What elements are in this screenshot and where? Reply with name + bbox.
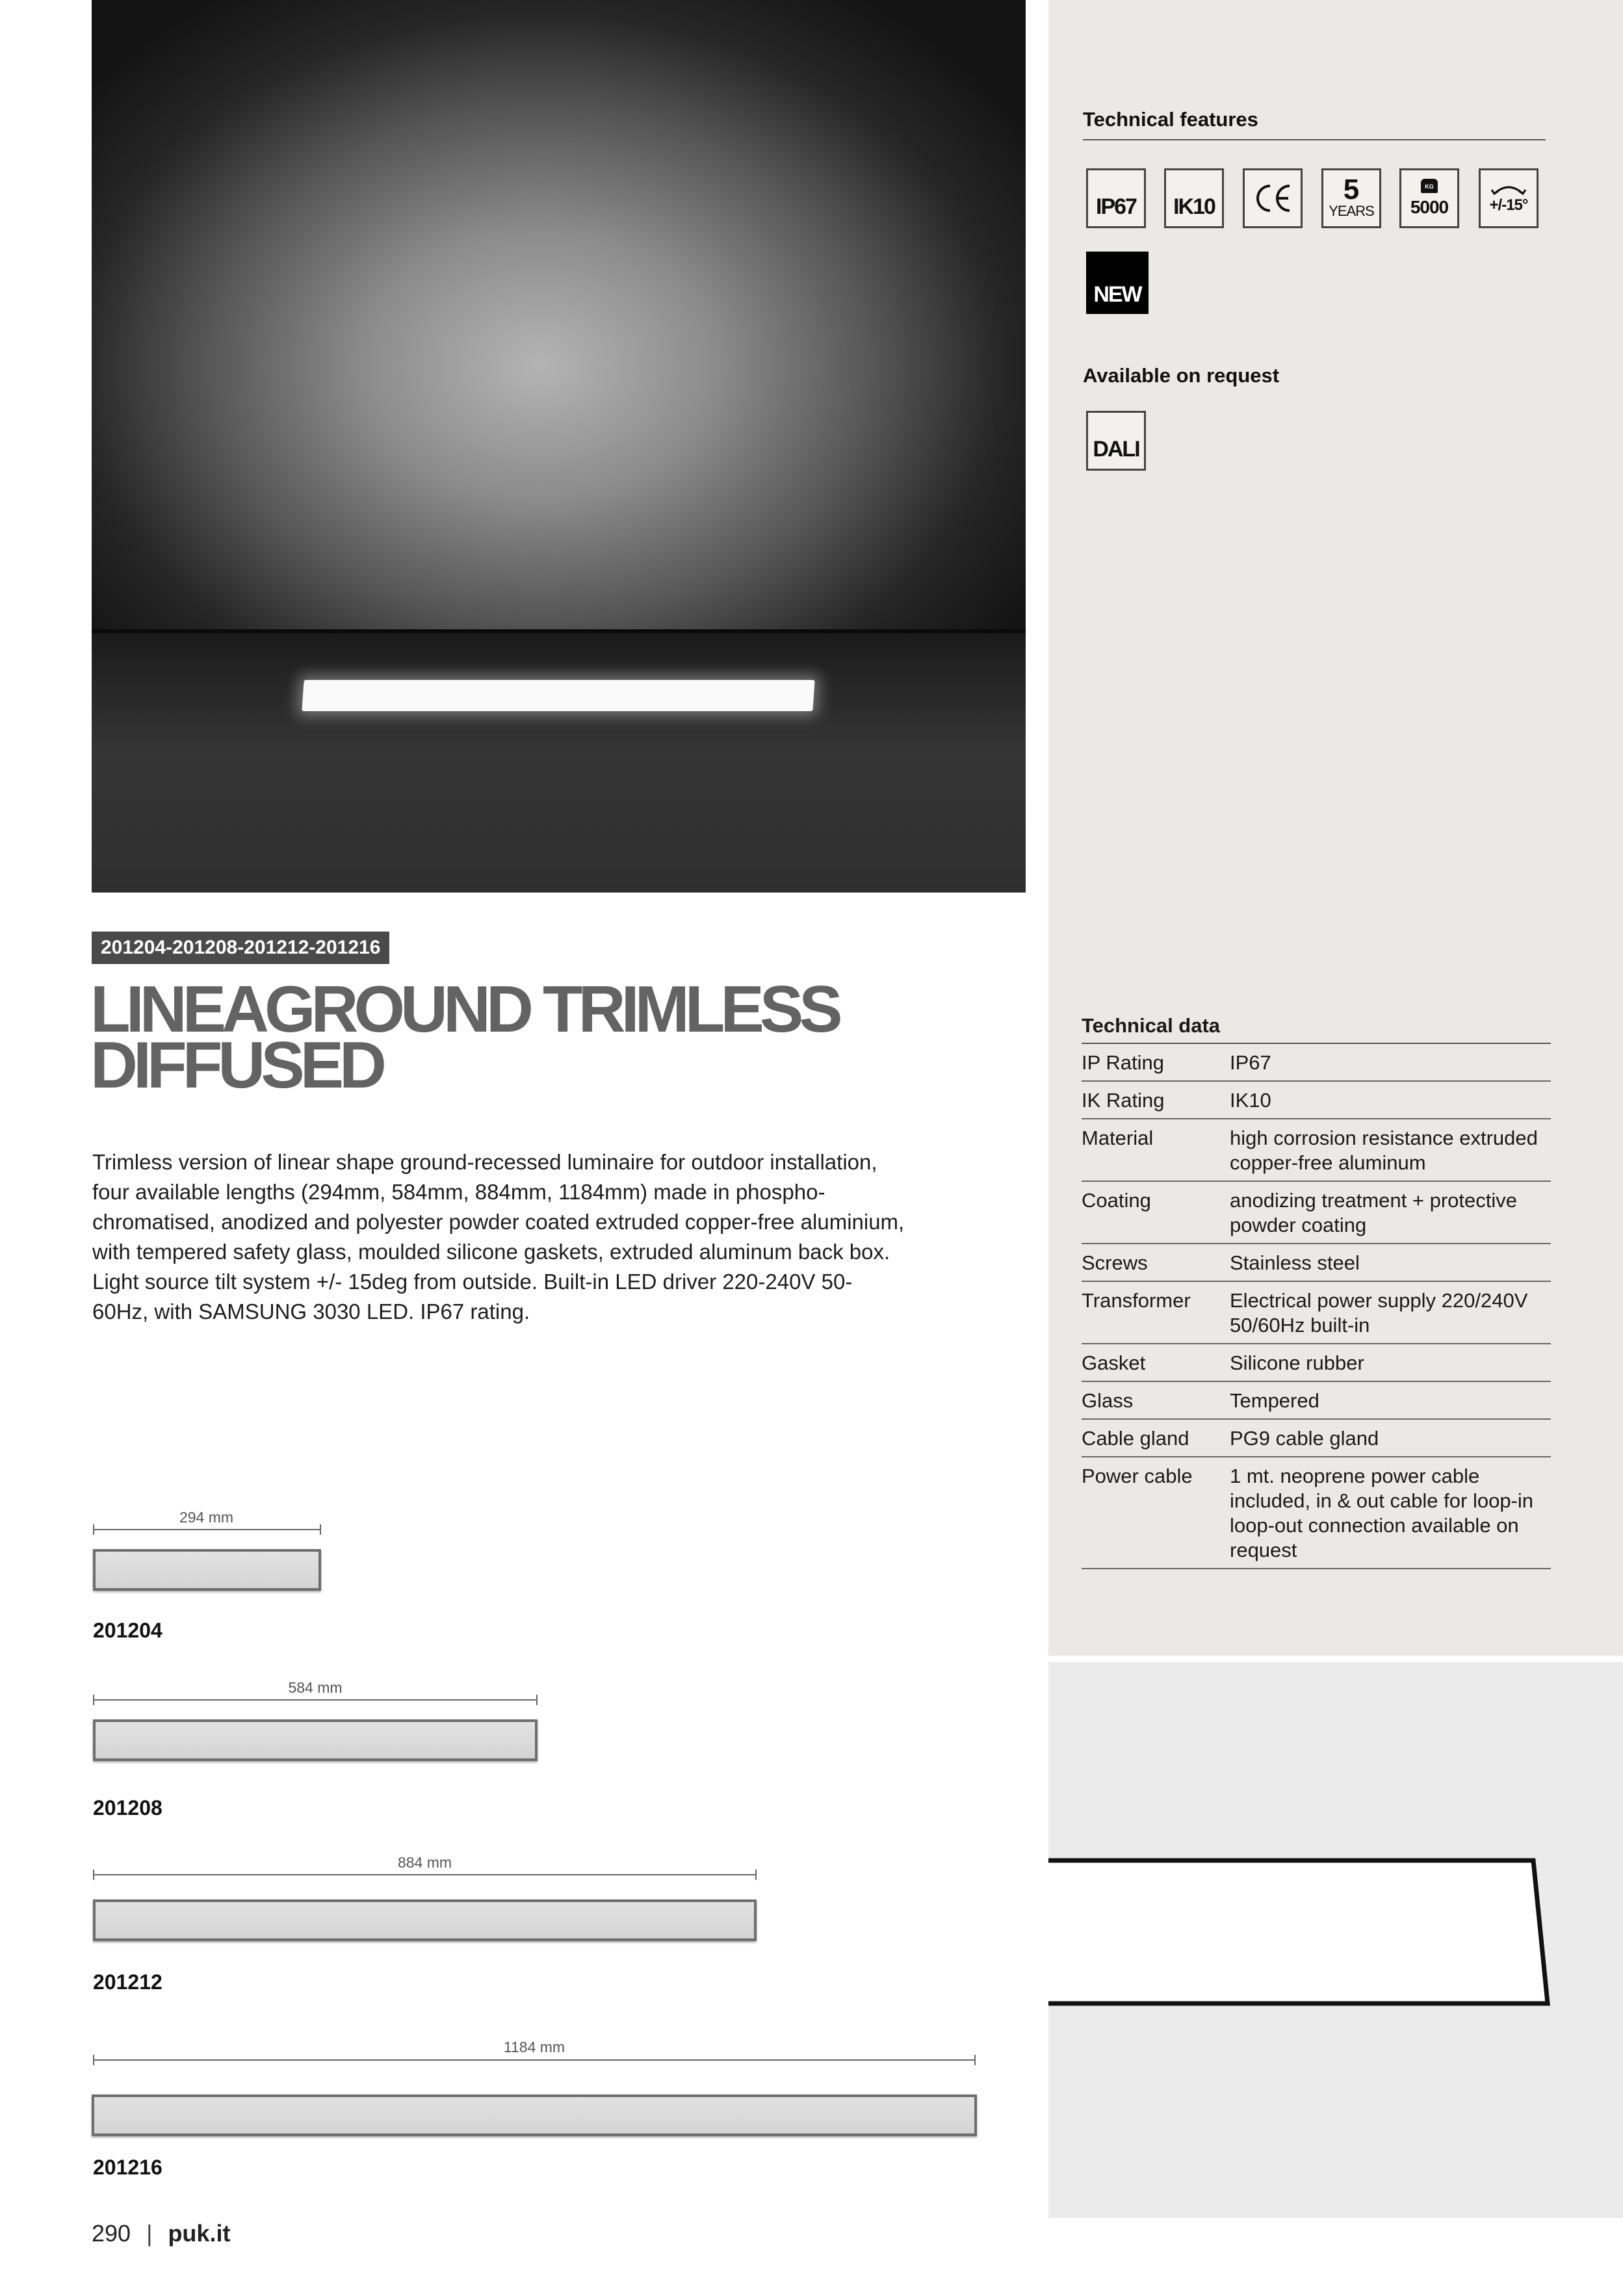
- dimension-line: [93, 1699, 538, 1701]
- ik10-icon: IK10: [1164, 168, 1224, 228]
- variant-code: 201212: [93, 1970, 162, 1994]
- row-value: PG9 cable gland: [1230, 1427, 1379, 1450]
- row-key: Cable gland: [1082, 1427, 1189, 1450]
- row-value: high corrosion resistance extruded copper-free aluminum: [1230, 1127, 1538, 1174]
- table-row: [1082, 1244, 1551, 1282]
- variant-code: 201216: [93, 2156, 162, 2179]
- ip67-icon: IP67: [1086, 168, 1146, 228]
- dimension-label: 294 mm: [179, 1509, 234, 1526]
- technical-data-table: [1082, 1014, 1551, 1569]
- dimension-label: 584 mm: [288, 1679, 343, 1696]
- new-badge: NEW: [1086, 252, 1149, 314]
- row-key: Gasket: [1082, 1351, 1146, 1374]
- technical-features-title: Technical features: [1083, 108, 1258, 131]
- row-key: Glass: [1082, 1389, 1134, 1412]
- table-row: [1082, 1457, 1551, 1569]
- variant-code: 201208: [93, 1796, 162, 1820]
- product-title-line1: LINEAGROUND TRIMLESS: [90, 973, 838, 1046]
- product-title: [90, 973, 935, 1102]
- row-value: IP67: [1230, 1051, 1271, 1074]
- row-key: Transformer: [1082, 1289, 1191, 1312]
- dimension-label: 1184 mm: [503, 2039, 565, 2055]
- row-key: Material: [1082, 1127, 1154, 1149]
- product-title-line2: DIFFUSED: [90, 1029, 382, 1102]
- dali-icon: DALI: [1086, 411, 1146, 471]
- available-on-request-title: Available on request: [1083, 364, 1280, 387]
- row-value: Tempered: [1230, 1389, 1319, 1412]
- fixture-drawing: [93, 1719, 538, 1761]
- product-codes-label: 201204-201208-201212-201216: [92, 932, 389, 964]
- table-row: [1082, 1282, 1551, 1344]
- dimension-line: [93, 2059, 976, 2061]
- variant-code: 201204: [93, 1619, 162, 1642]
- row-value: anodizing treatment + protective powder coating: [1230, 1189, 1518, 1236]
- website-link[interactable]: puk.it: [168, 2220, 231, 2247]
- product-photo: [92, 0, 1026, 893]
- table-row: [1082, 1044, 1551, 1082]
- row-key: Coating: [1082, 1189, 1151, 1212]
- warranty-5-years-icon: 5 YEARS: [1321, 168, 1381, 228]
- dimension-line: [93, 1874, 757, 1875]
- fixture-detail-drawing: [1048, 1662, 1623, 2218]
- ce-symbol: [1252, 182, 1293, 215]
- floor: [92, 629, 1026, 893]
- row-key: IP Rating: [1082, 1051, 1164, 1074]
- row-key: Screws: [1082, 1251, 1148, 1274]
- load-5000-kg-icon: KG 5000: [1399, 168, 1459, 228]
- row-value: Stainless steel: [1230, 1251, 1360, 1274]
- illuminated-wall: [92, 0, 1026, 631]
- fixture-drawing: [93, 1549, 321, 1591]
- row-key: IK Rating: [1082, 1089, 1165, 1112]
- row-value: Electrical power supply 220/240V 50/60Hz built-in: [1230, 1289, 1528, 1337]
- section-divider: [1083, 139, 1546, 140]
- row-key: Power cable: [1082, 1465, 1193, 1487]
- dimension-line: [93, 1529, 321, 1530]
- table-row: [1082, 1182, 1551, 1244]
- product-description: Trimless version of linear shape ground-recessed luminaire for outdoor installation, four available lengths (294mm, 584mm, 884mm, 1184mm) made in phospho-chromatised, anodized and polyester powder coated extruded copper-free aluminium, with tempered safety glass, moulded silicone gaskets, extruded aluminum back box. Light source tilt system +/- 15deg from outside. Built-in LED driver 220-240V 50-60Hz, with SAMSUNG 3030 LED. IP67 rating.: [92, 1150, 905, 1324]
- row-value: Silicone rubber: [1230, 1351, 1364, 1374]
- weight-icon: KG: [1421, 179, 1438, 193]
- page-footer: [92, 2220, 230, 2247]
- ce-mark-icon: [1243, 168, 1303, 228]
- fixture-drawing: [93, 1899, 757, 1941]
- technical-data-title: Technical data: [1082, 1014, 1551, 1044]
- tilt-icon: +/-15°: [1479, 168, 1539, 228]
- table-row: [1082, 1420, 1551, 1457]
- row-value: IK10: [1230, 1089, 1271, 1112]
- tilt-arrow-icon: [1489, 182, 1528, 196]
- detail-drawing-panel: [1048, 1662, 1623, 2218]
- luminaire-light-slot: [302, 680, 814, 711]
- dimension-label: 884 mm: [397, 1854, 452, 1871]
- fixture-drawing: [92, 2094, 977, 2136]
- table-row: [1082, 1082, 1551, 1119]
- table-row: [1082, 1344, 1551, 1382]
- page-number: 290: [92, 2220, 131, 2247]
- table-row: [1082, 1119, 1551, 1182]
- footer-separator: |: [146, 2220, 153, 2247]
- table-row: [1082, 1382, 1551, 1420]
- row-value: 1 mt. neoprene power cable included, in & out cable for loop-in loop-out connection available on request: [1230, 1465, 1534, 1561]
